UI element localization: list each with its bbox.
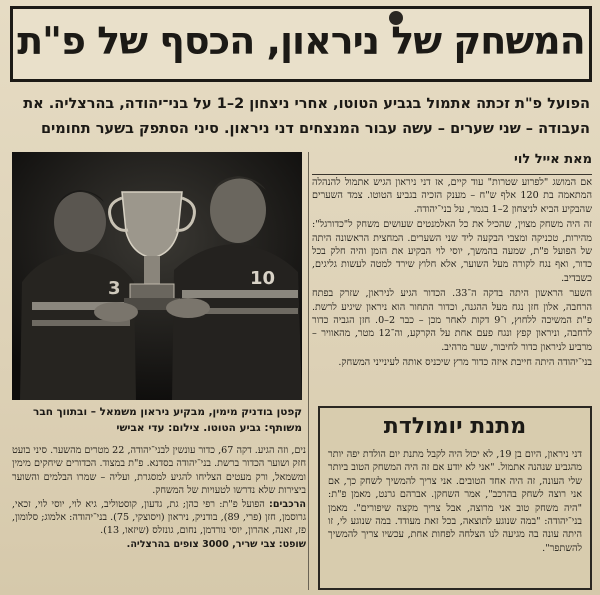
column-divider [308, 152, 309, 590]
article-column-left [12, 444, 306, 590]
referee-label: שופט: [278, 538, 306, 550]
trophy-photo [12, 152, 302, 400]
svg-text:10: 10 [250, 268, 276, 289]
sidebar-title: מתנת יומולדת [383, 414, 527, 439]
article-paragraph: השער הראשון היתה בדקה ה־33. הכדור הגיע לניראון, שזרק בפתח הרחבה, אלון חזן נגח מעל ההגנה, וכדור התחור הוא ניראון שיגיע לרשת. פ"ת המשיכה ללחוץ, ו־9 דקות לאחר מכן – כבר 2–0. חזן הגביה כדור לרחבה, וניראון קפץ ונגח פעם אחת על הקרקע, וה־12 מטר, מהאוויר – מרביע לניראון כדור לחיבור, שער מרהיב. [312, 288, 592, 353]
sidebar-body: דני ניראון, היום בן 19, לא יכול היה לקבל מתנת יום הולדת יפה יותר מהגביע שנהנה אתמול. "אני לא יודע אם זה היה המשחק הטוב ביותר שלי העונה, זה היה אחד הטובים. אני צריך להמשיך לשחק כך, אם אני רוצה לשחק בהרכב", אמר השחקן. אברהם גרנט, מאמן פ"ת: "היה משחק טוב אני מרוצה, אבל צריך מקצה שיפורים". מאמן בני־יהודה: "במה שנוגע לתוצאה, בכל זאת מעודד. במה שנוגע לי, זו היתה עונה בה מגיעה לנו הצלחה לפחות אחת, עכשיו צריך להמשיך להשתפר". [328, 449, 582, 554]
article-continuation: נים, וזה הגיע. דקה 67, כדור עונשין לבני־יהודה, 22 מטרים מהשער. סיני בועט חזק ושוער הכדור ברשת. בני־יהודה בסדנא. פ"ת במצוד. הכדורים שיחקים מימין ומשמאל, ורק מעטים הצליחו להגיע למסגרת, ועליה – שמרו הבלמים והשוער ביצירות שלא נדרשו לטעויות של המשחק. [12, 445, 306, 497]
trophy-photo-image [12, 152, 302, 400]
article-paragraph: אם המושג "לפרוע שטרות" עוד קיים, אז דני ניראון הגיש אתמול להנהלה המתאמה בת 120 אלף ש"ח – מענק הזכיה בגביע הטוטו. צמד השערים שהבקיע הביא לניצחון 2–1 בגמר, על בני־יהודה. [312, 177, 592, 215]
referee-text: צבי שריר, 3000 צופים בהרצליה. [126, 538, 276, 550]
headline: המשחק של ניראון, הכסף של פ"ת [17, 19, 585, 63]
lineup-label: הרכבים: [269, 498, 306, 510]
byline: מאת אייל לוי [312, 152, 592, 175]
svg-text:3: 3 [108, 278, 121, 299]
article-paragraph: זה היה משחק מצוין, שהכיל את כל האלמנטים שעושים משחק ל"כדורגל": מהירות, טכניקה ומצבי הבקעה ליד שני השערים. המחצית הראשונה היתה של הפועל פ"ת, שמעה בהמשך, יוסי לוי הבקיע את הזמן והיה חלק בכל כדור, ואף נגח לקורה מעל השוער, אלא חלוץ שירד למטה לעשות גליגים, כשבדיב. [312, 219, 592, 284]
headline-box [10, 6, 592, 82]
subhead: הפועל פ"ת זכתה אתמול בגביע הטוטו, אחרי ניצחון 2–1 על בני־יהודה, בהרצליה. את העבודה – שני שערים – עשה עבור המנצחים דני ניראון. סיני הסתפק בשער תחומים [23, 96, 590, 137]
sidebar-box [318, 406, 592, 590]
article-column-right [312, 176, 592, 400]
article-paragraph: בני־יהודה היתה חייבת איזה כדור מרץ שיכניס אותה לעינייני המשחק. [338, 357, 592, 369]
lineup-text: הפועל פ"ת: רפי כהן; גת, גדעון, קוסטוליב, גיא לוי, יוסי לוי, זכאי, גרוסמן, חזן (פרי, 89), בודניק, ניראון (ויסוצקי, 75). בני־יהודה: אלמוג; סלומון, פז, זאנה, אהרון, יוסי נורדמן, נחום, גונזלס (שיזאו, 13). [12, 498, 306, 537]
photo-caption: קפטן בודניק מימין, מבקיע ניראון משמאל – ובתווך חבר משותף: גביע הטוטו. צילום: עדי אבישי [33, 406, 302, 434]
